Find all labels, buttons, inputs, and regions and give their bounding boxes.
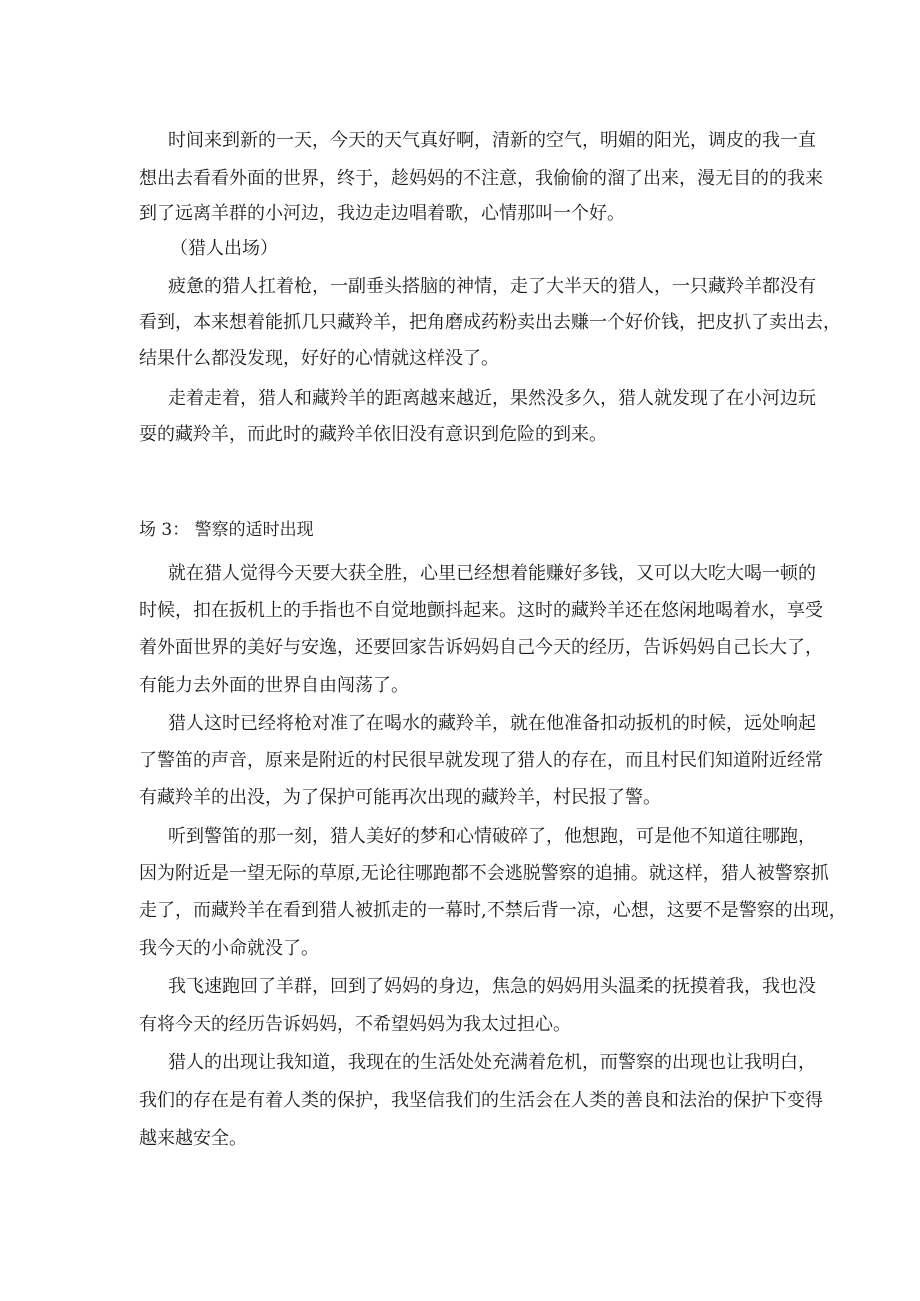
paragraph-8-line-3: 越来越安全。 xyxy=(139,1128,247,1149)
paragraph-8-line-1: 猎人的出现让我知道，我现在的生活处处充满着危机，而警察的出现也让我明白， xyxy=(168,1052,816,1073)
paragraph-8-line-2: 我们的存在是有着人类的保护，我坚信我们的生活会在人类的善良和法治的保护下变得 xyxy=(139,1090,823,1111)
paragraph-4-line-1: 就在猎人觉得今天要大获全胜，心里已经想着能赚好多钱，又可以大吃大喝一顿的 xyxy=(168,563,816,584)
paragraph-1-line-3: 到了远离羊群的小河边，我边走边唱着歌，心情那叫一个好。 xyxy=(139,203,625,224)
paragraph-6-line-2: 因为附近是一望无际的草原,无论往哪跑都不会逃脱警察的追捕。就这样，猎人被警察抓 xyxy=(139,863,829,884)
scene-3-heading: 场 3： 警察的适时出现 xyxy=(139,520,314,540)
paragraph-3-line-2: 耍的藏羚羊，而此时的藏羚羊依旧没有意识到危险的到来。 xyxy=(139,424,607,445)
paragraph-5-line-2: 了警笛的声音，原来是附近的村民很早就发现了猎人的存在，而且村民们知道附近经常 xyxy=(139,750,823,771)
paragraph-4-line-4: 有能力去外面的世界自由闯荡了。 xyxy=(139,675,409,696)
paragraph-1-line-1: 时间来到新的一天，今天的天气真好啊，清新的空气，明媚的阳光，调皮的我一直 xyxy=(168,130,816,151)
paragraph-6-line-4: 我今天的小命就没了。 xyxy=(139,938,319,959)
paragraph-5-line-1: 猎人这时已经将枪对准了在喝水的藏羚羊，就在他准备扣动扳机的时候，远处响起 xyxy=(168,713,816,734)
paragraph-2-line-3: 结果什么都没发现，好好的心情就这样没了。 xyxy=(139,348,499,369)
paragraph-4-line-2: 时候，扣在扳机上的手指也不自觉地颤抖起来。这时的藏羚羊还在悠闲地喝着水，享受 xyxy=(139,600,823,621)
paragraph-2-line-2: 看到，本来想着能抓几只藏羚羊，把角磨成药粉卖出去赚一个好价钱，把皮扒了卖出去， xyxy=(139,312,841,333)
paragraph-4-line-3: 着外面世界的美好与安逸，还要回家告诉妈妈自己今天的经历，告诉妈妈自己长大了， xyxy=(139,637,823,658)
paragraph-2-line-1: 疲惫的猎人扛着枪，一副垂头搭脑的神情，走了大半天的猎人，一只藏羚羊都没有 xyxy=(168,276,816,297)
paragraph-7-line-1: 我飞速跑回了羊群，回到了妈妈的身边，焦急的妈妈用头温柔的抚摸着我，我也没 xyxy=(168,976,816,997)
paragraph-5-line-3: 有藏羚羊的出没，为了保护可能再次出现的藏羚羊，村民报了警。 xyxy=(139,787,661,808)
paragraph-6-line-1: 听到警笛的那一刻，猎人美好的梦和心情破碎了，他想跑，可是他不知道往哪跑， xyxy=(168,826,816,847)
paragraph-1-line-2: 想出去看看外面的世界，终于，趁妈妈的不注意，我偷偷的溜了出来，漫无目的的我来 xyxy=(139,168,823,189)
stage-direction-hunter-enters: （猎人出场） xyxy=(170,238,278,259)
paragraph-3-line-1: 走着走着，猎人和藏羚羊的距离越来越近，果然没多久，猎人就发现了在小河边玩 xyxy=(168,388,816,409)
paragraph-6-line-3: 走了，而藏羚羊在看到猎人被抓走的一幕时,不禁后背一凉，心想，这要不是警察的出现， xyxy=(139,900,847,921)
paragraph-7-line-2: 有将今天的经历告诉妈妈，不希望妈妈为我太过担心。 xyxy=(139,1014,571,1035)
